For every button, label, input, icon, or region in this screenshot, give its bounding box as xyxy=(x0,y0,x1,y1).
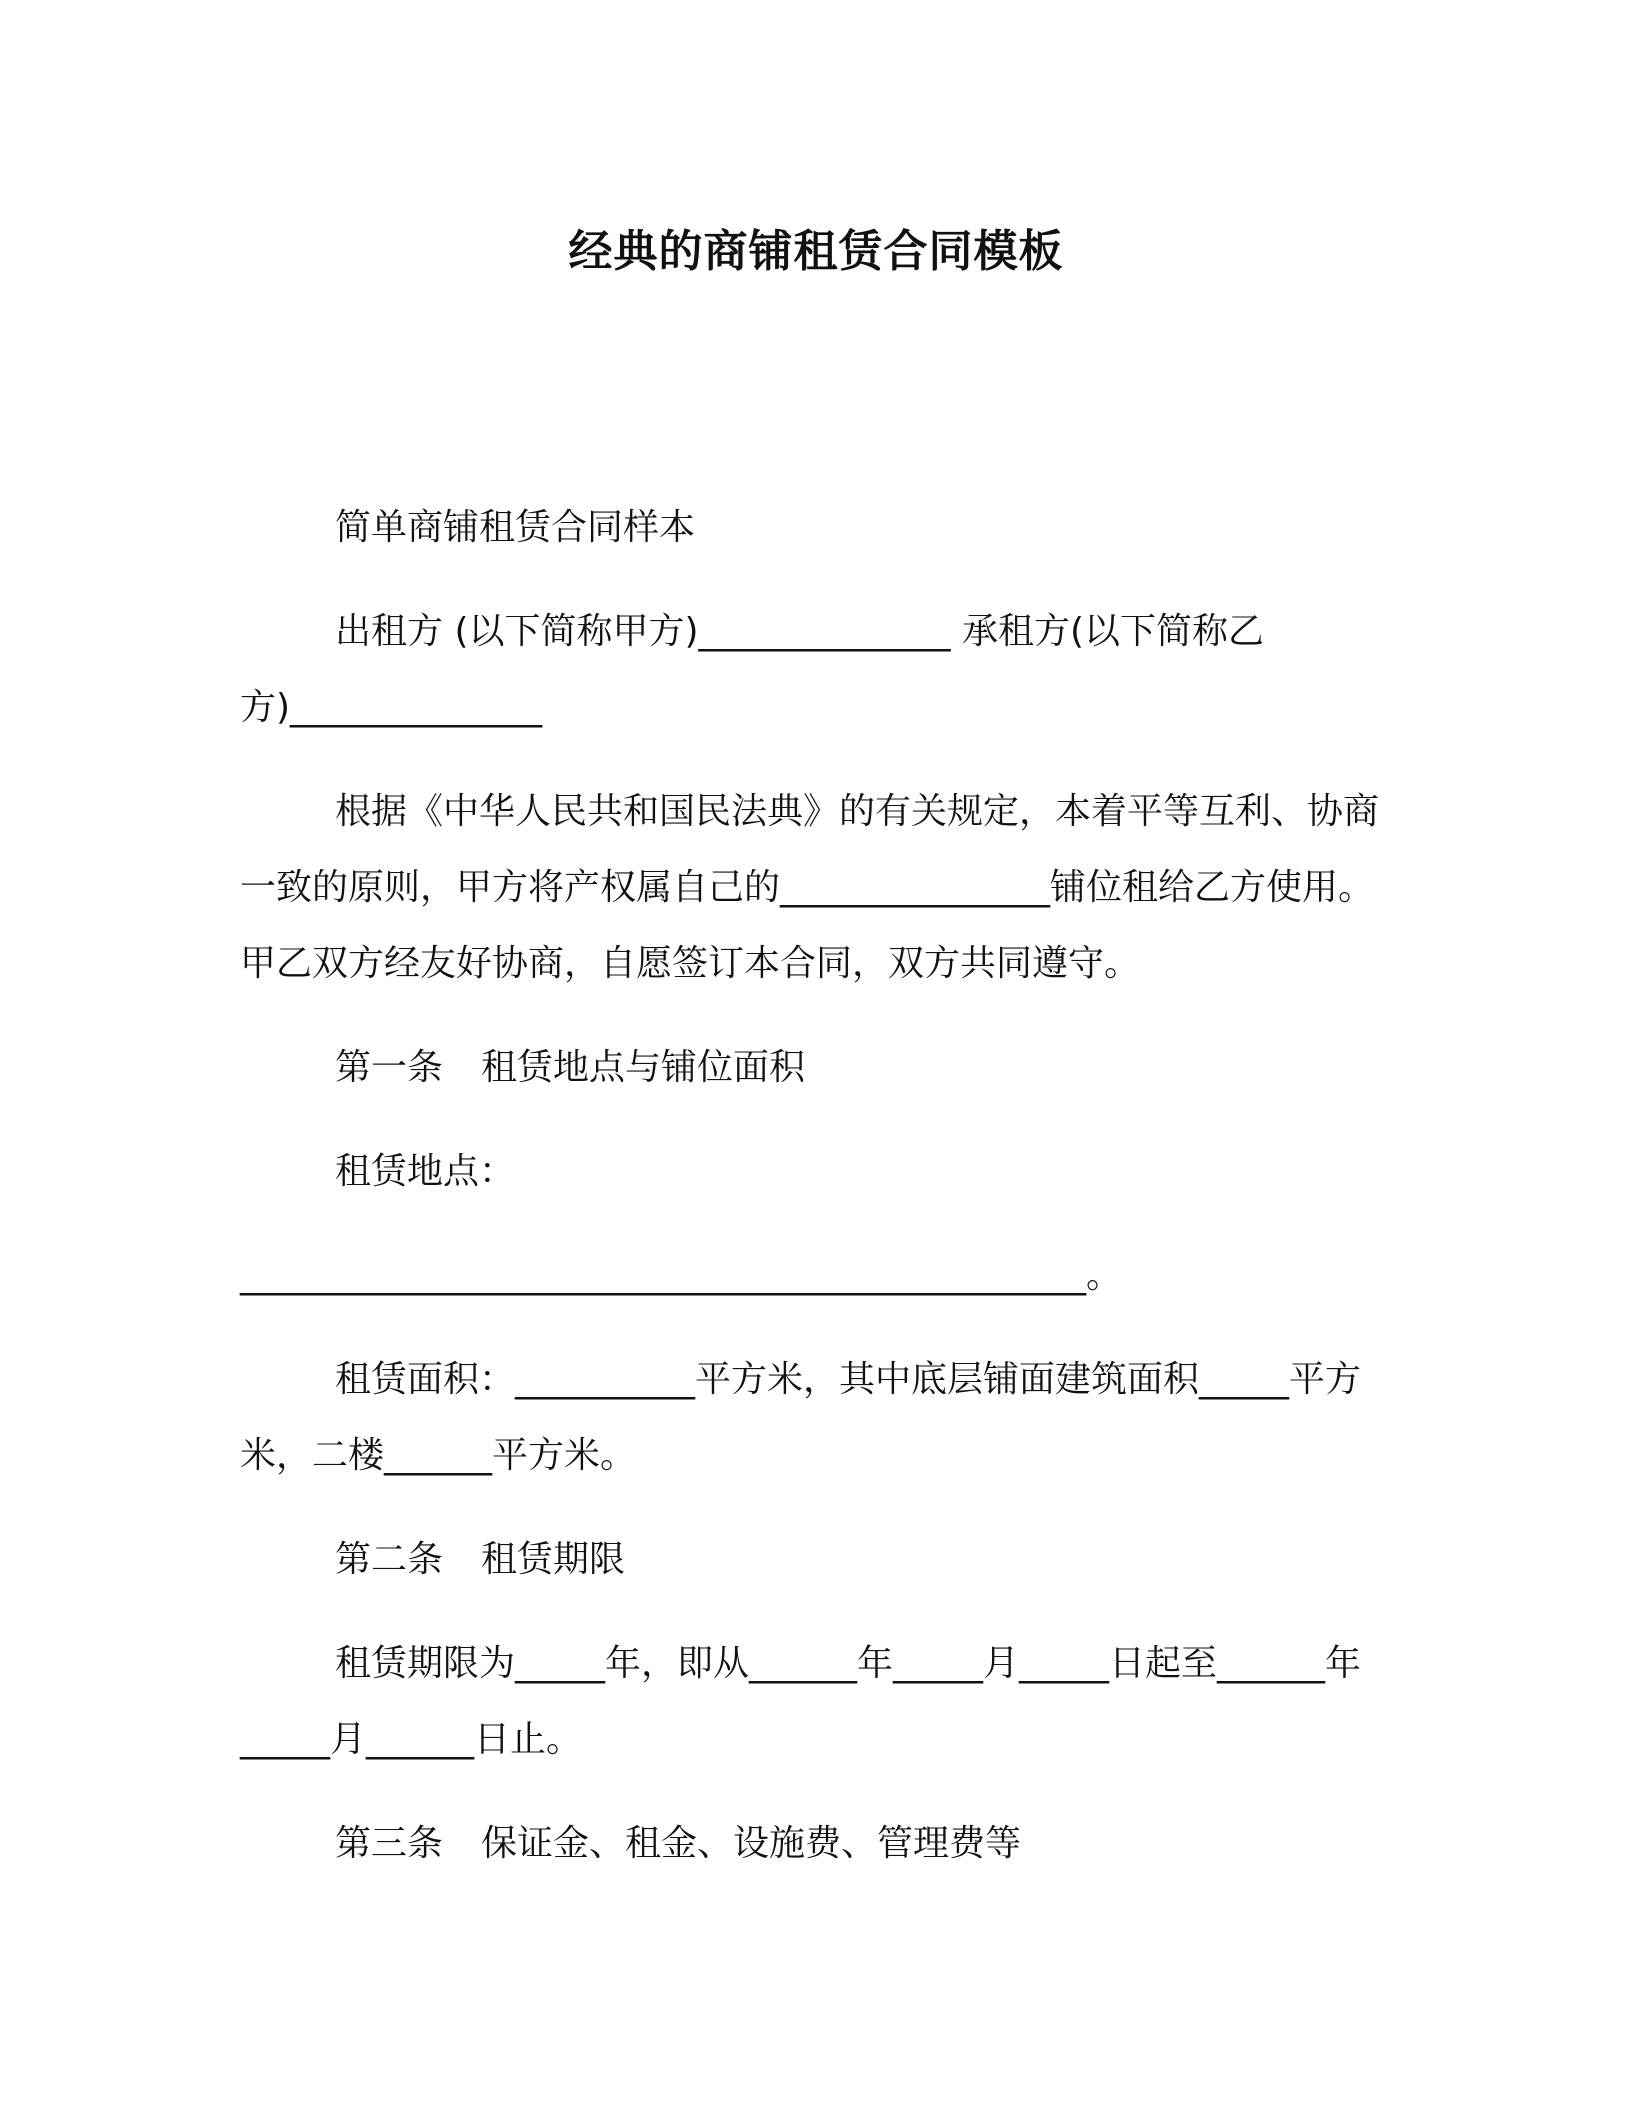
document-title: 经典的商铺租赁合同模板 xyxy=(568,226,1064,277)
section-2-heading xyxy=(240,1522,1380,1598)
basis-paragraph: 根据《中华人民共和国民法典》的有关规定，本着平等互利、协商一致的原则，甲方将产权属自己的_______________铺位租给乙方使用。甲乙双方经友好协商，自愿签订本合同，双方共同遵守。 xyxy=(240,791,1380,984)
section-2-number: 第二条 xyxy=(335,1539,444,1580)
section-3-number: 第三条 xyxy=(335,1823,444,1864)
area-paragraph: 租赁面积：__________平方米，其中底层铺面建筑面积_____平方米，二楼______平方米。 xyxy=(240,1359,1362,1476)
section-1-number: 第一条 xyxy=(335,1047,444,1088)
section-1-title: 租赁地点与铺位面积 xyxy=(481,1047,806,1088)
section-2-title: 租赁期限 xyxy=(481,1539,626,1580)
section-3-heading xyxy=(240,1806,1380,1882)
section-1-heading xyxy=(240,1030,1380,1106)
section-3-title: 保证金、租金、设施费、管理费等 xyxy=(481,1823,1022,1864)
location-blank-line: _______________________________________________。 xyxy=(240,1255,1122,1296)
subtitle: 简单商铺租赁合同样本 xyxy=(335,507,696,548)
location-label: 租赁地点： xyxy=(335,1151,516,1192)
term-paragraph: 租赁期限为_____年，即从______年_____月_____日起至______年_____月______日止。 xyxy=(240,1643,1362,1760)
parties-paragraph: 出租方 (以下简称甲方)______________ 承租方(以下简称乙方)______________ xyxy=(240,611,1265,728)
document-body xyxy=(240,490,1380,1910)
